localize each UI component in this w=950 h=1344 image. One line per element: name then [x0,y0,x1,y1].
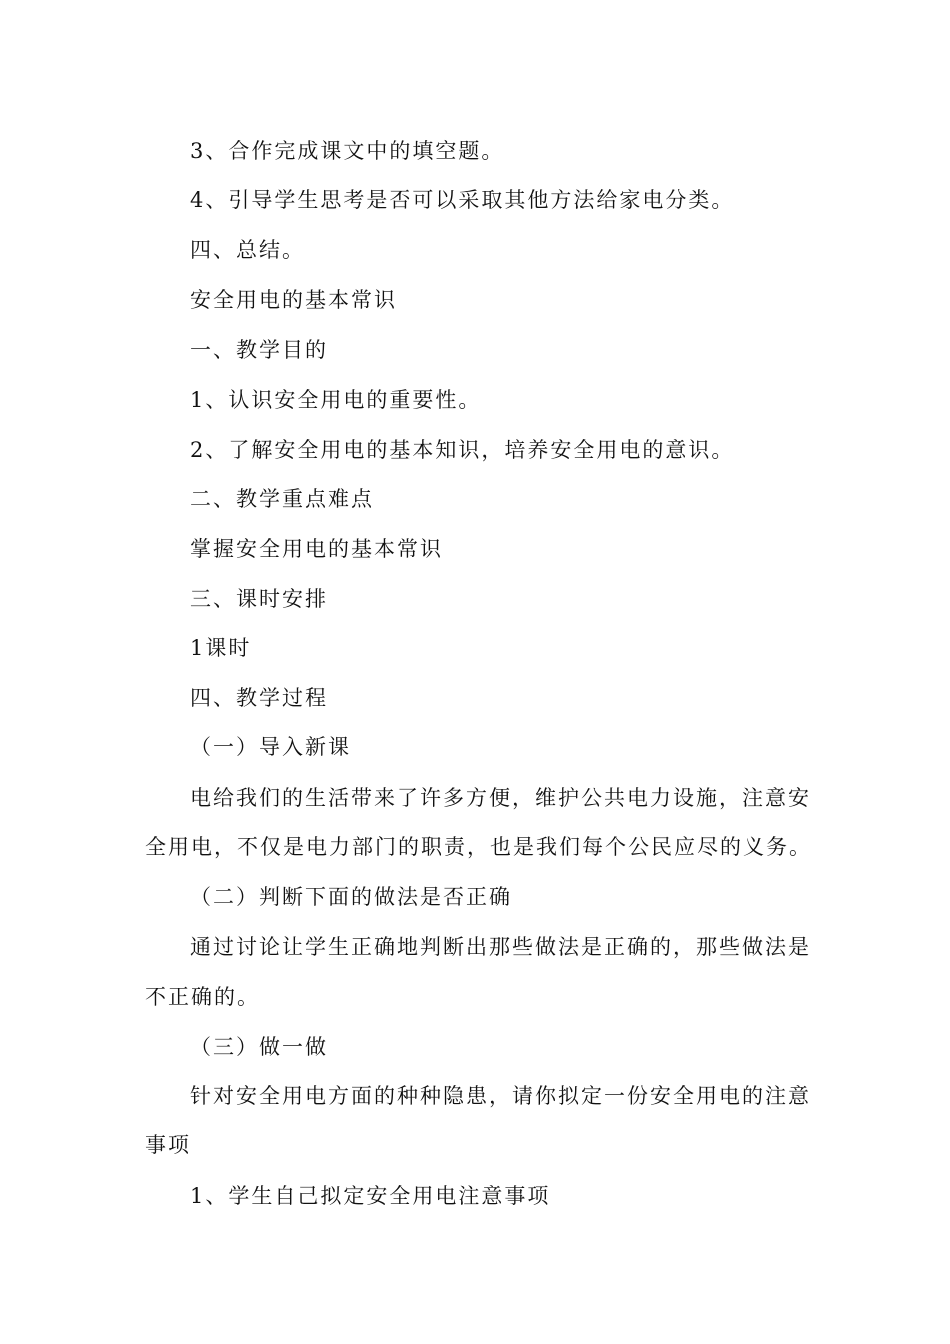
text-line: 1、认识安全用电的重要性。 [190,388,482,412]
section-heading: 二、教学重点难点 [190,487,374,511]
text-line: 4、引导学生思考是否可以采取其他方法给家电分类。 [190,188,735,212]
section-heading: 四、教学过程 [190,686,328,710]
subsection-heading: （一）导入新课 [190,735,351,759]
subsection-heading: （三）做一做 [190,1035,328,1059]
text-line: 掌握安全用电的基本常识 [190,537,443,561]
text-line: 1、学生自己拟定安全用电注意事项 [190,1184,551,1208]
text-line: 1课时 [190,636,252,660]
paragraph-line: 针对安全用电方面的种种隐患，请你拟定一份安全用电的注意 [190,1084,811,1108]
text-line: 3、合作完成课文中的填空题。 [190,139,505,163]
text-line: 2、了解安全用电的基本知识，培养安全用电的意识。 [190,438,735,462]
paragraph-line: 全用电，不仅是电力部门的职责，也是我们每个公民应尽的义务。 [145,835,812,859]
paragraph-line: 电给我们的生活带来了许多方便，维护公共电力设施，注意安 [190,786,811,810]
paragraph-line: 不正确的。 [145,985,260,1009]
section-heading: 一、教学目的 [190,338,328,362]
section-heading: 四、总结。 [190,238,305,262]
section-heading: 三、课时安排 [190,587,328,611]
title-line: 安全用电的基本常识 [190,288,397,312]
paragraph-line: 事项 [145,1133,191,1157]
paragraph-line: 通过讨论让学生正确地判断出那些做法是正确的，那些做法是 [190,935,811,959]
subsection-heading: （二）判断下面的做法是否正确 [190,885,512,909]
